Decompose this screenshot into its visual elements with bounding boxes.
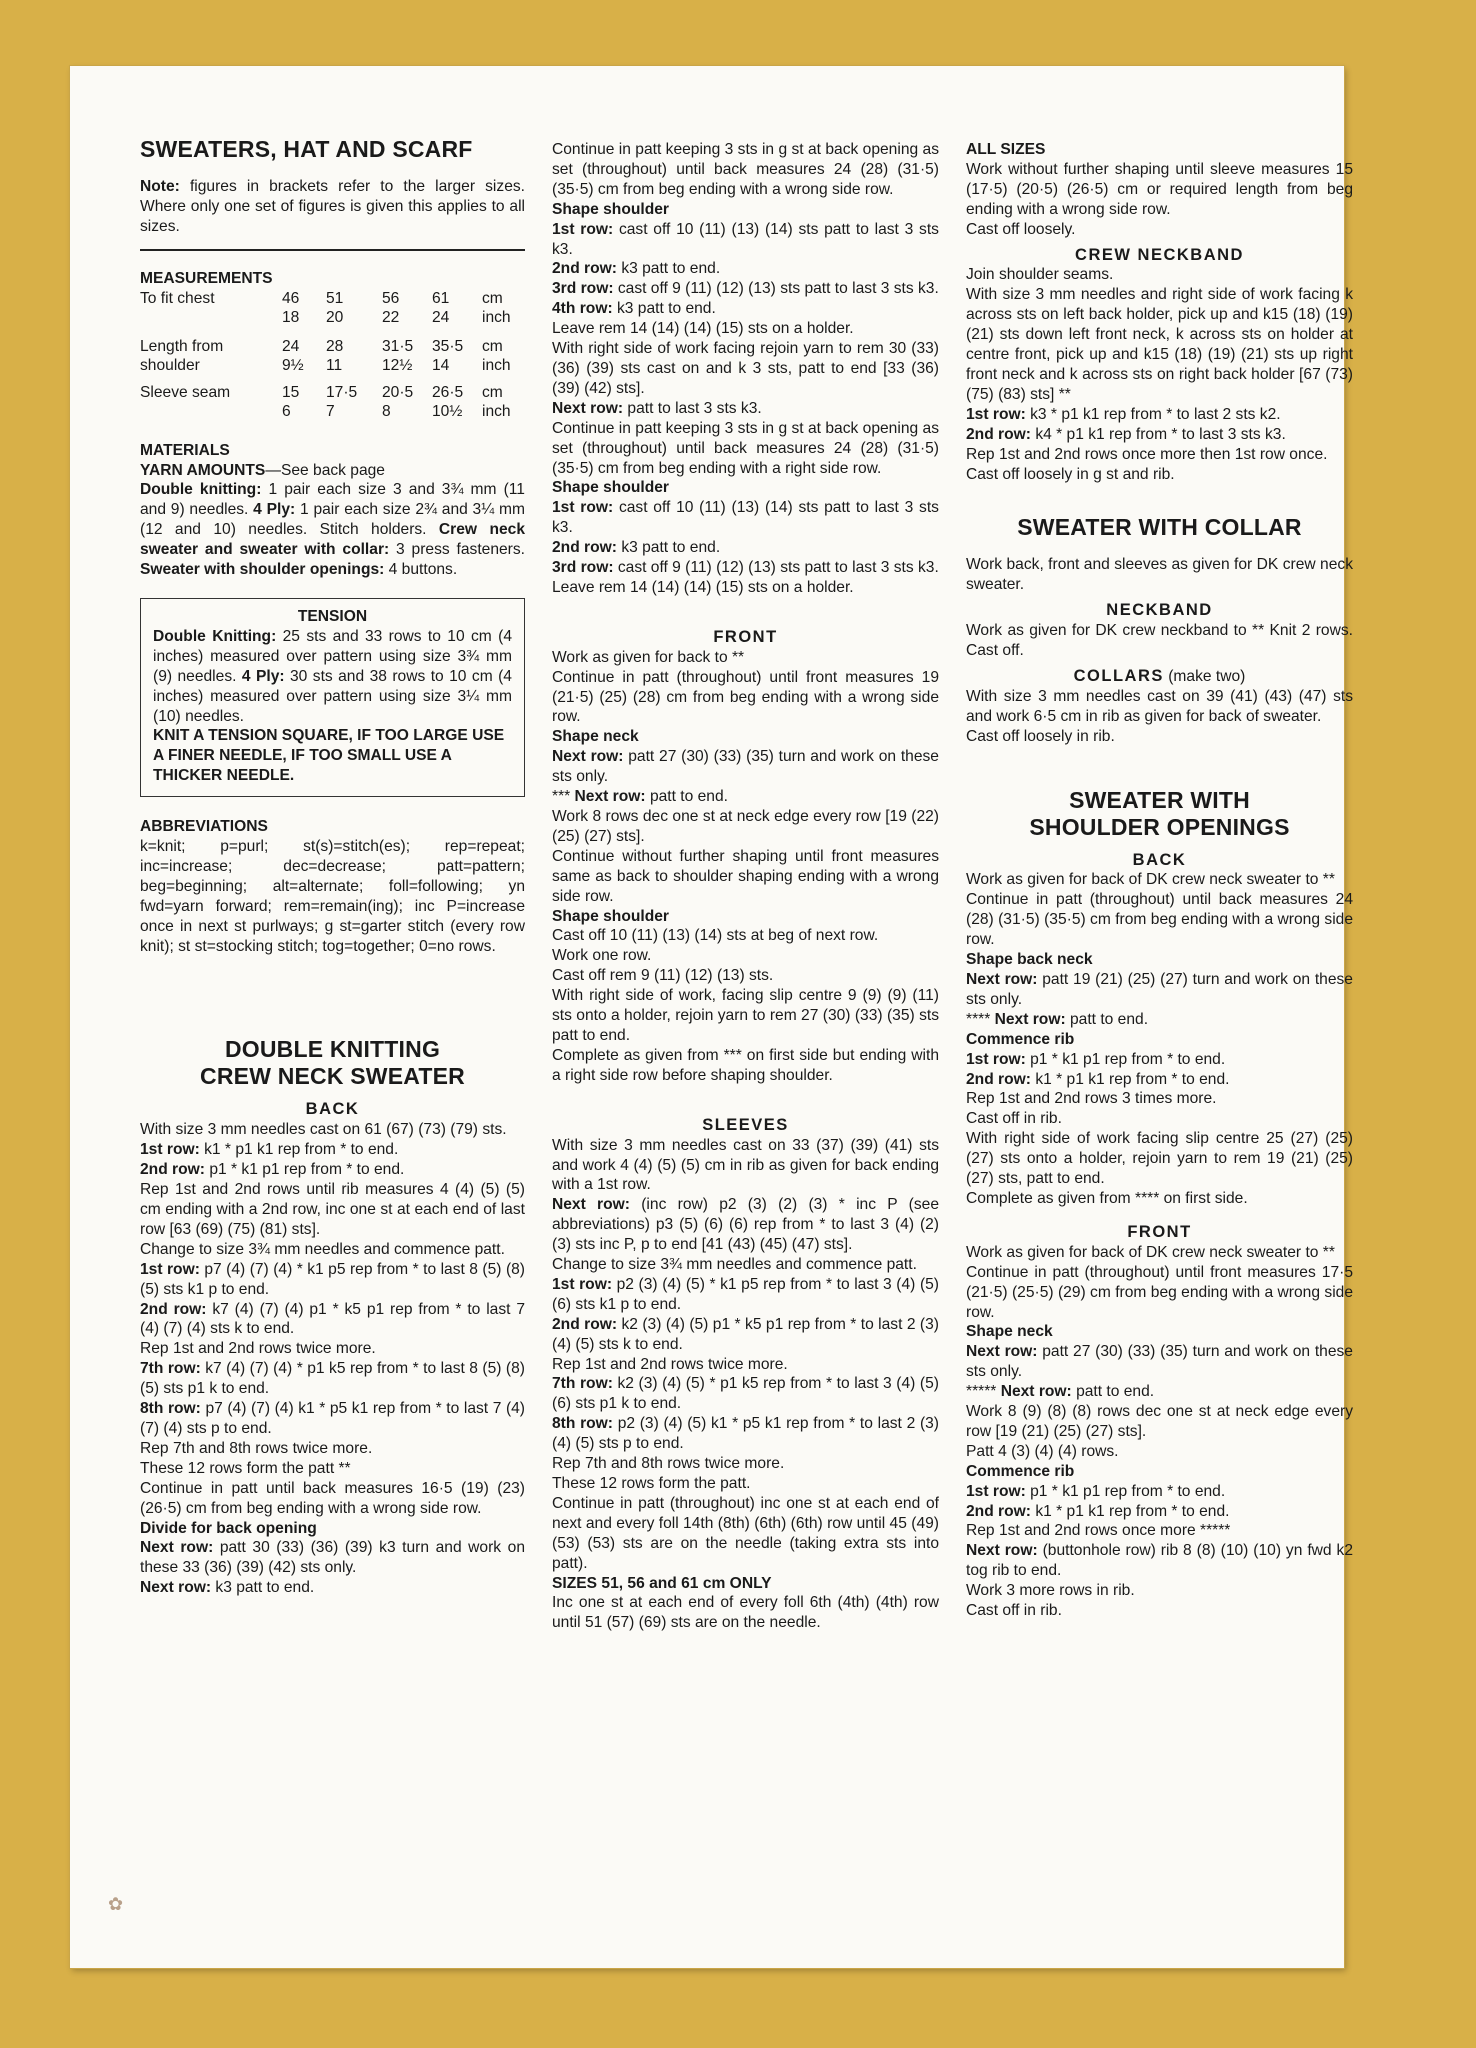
rib-row-2: 2nd row: p1 * k1 p1 rep from * to end. [140,1161,405,1179]
measurements-heading: MEASUREMENTS [140,269,273,287]
table-row: shoulder 9½ 11 12½ 14 inch [140,356,511,374]
pattern-page [70,66,1353,1968]
next-row: **** Next row: patt to end. [966,1010,1149,1028]
shoulder-openings-title-line2: SHOULDER OPENINGS [1029,813,1290,840]
patt-row-2: 2nd row: k7 (4) (7) (4) p1 * k5 p1 rep from * to last 7 (4) (7) (4) sts k to end. [140,1300,525,1338]
repeat-text: Rep 7th and 8th rows twice more. [552,1455,785,1473]
row-4: 4th row: k3 patt to end. [552,300,716,318]
rib-row-1: 1st row: k1 * p1 k1 rep from * to end. [140,1141,399,1159]
row-2: 2nd row: k3 patt to end. [552,260,721,278]
leave-text: Leave rem 14 (14) (14) (15) sts on a holder. [552,320,854,338]
work-text: Work 3 more rows in rib. [966,1582,1135,1600]
slip-text: With right side of work facing slip centre 25 (27) (25) (27) sts onto a holder, rejoin yarn to rem 19 (21) (25) (27) sts, patt to end. [966,1130,1353,1188]
repeat-text: Rep 1st and 2nd rows once more ***** [966,1522,1231,1540]
note-paragraph: Note: figures in brackets refer to the larger sizes. Where only one set of figures is given this applies to all sizes. [140,178,525,235]
dk-crew-title-line2: CREW NECK SWEATER [200,1063,465,1090]
sleeves-text: With size 3 mm needles cast on 33 (37) (39) (41) sts and work 4 (4) (5) (5) cm in rib as given for back ending with a 1st row. [552,1136,939,1194]
tension-box [140,598,525,797]
back-heading: BACK [1132,850,1187,869]
row-1: 1st row: cast off 10 (11) (13) (14) sts patt to last 3 sts k3. [552,220,939,258]
shape-back-neck-heading: Shape back neck [966,951,1093,969]
patt-text: Patt 4 (3) (4) (4) rows. [966,1442,1119,1460]
shape-shoulder-heading: Shape shoulder [552,907,669,925]
abbreviations-heading: ABBREVIATIONS [140,818,268,836]
decrease-text: Work 8 rows dec one st at neck edge every row [19 (22) (25) (27) sts]. [552,808,939,845]
tension-text: Double Knitting: 25 sts and 33 rows to 10 cm (4 inches) measured over pattern using size 3¾ mm (9) needles. 4 Ply: 30 sts and 38 rows to 10 cm (4 inches) measured over pattern using size 3¼ mm (10) needles. [153,627,512,725]
change-text: Change to size 3¾ mm needles and commence patt. [552,1256,917,1274]
shape-shoulder-heading: Shape shoulder [552,200,669,218]
pattern-note: These 12 rows form the patt. [552,1475,751,1492]
table-row: To fit chest 46 51 56 61 cm [140,289,503,307]
next-row: Next row: patt 19 (21) (25) (27) turn and work on these sts only. [966,971,1353,1008]
rejoin-text: With right side of work facing rejoin yarn to rem 30 (33) (36) (39) sts cast on and k 3 sts, patt to end [33 (36) (39) (42) sts]. [552,340,939,397]
next-row: Next row: patt 27 (30) (33) (35) turn and work on these sts only. [552,748,939,786]
neckband-heading: NECKBAND [1106,601,1213,620]
column-3 [966,140,1353,1621]
row-2: 2nd row: k2 (3) (4) (5) p1 * k5 p1 rep from * to last 2 (3) (4) (5) sts k to end. [552,1315,939,1353]
repeat-text: Rep 1st and 2nd rows 3 times more. [966,1090,1217,1108]
tension-warning: KNIT A TENSION SQUARE, IF TOO LARGE USE A FINER NEEDLE, IF TOO SMALL USE A THICKER NEEDLE. [153,727,505,785]
shape-neck-heading: Shape neck [552,728,639,746]
table-row: 6 7 8 10½ inch [282,402,511,420]
back-text: Work as given for back of DK crew neck sweater to ** [966,871,1335,889]
front-text: Work as given for back to ** [552,648,745,666]
next-row: Next row: (inc row) p2 (3) (2) (3) * inc P (see abbreviations) p3 (5) (6) (6) rep from * to last 3 (4) (2) (3) sts inc P, p to end [41 (43) (45) (47) sts]. [552,1196,939,1254]
collars-heading: COLLARS (make two) [1073,666,1246,685]
next-row: Next row: patt 30 (33) (36) (39) k3 turn and work on these 33 (36) (39) (42) sts only. [140,1539,525,1577]
column-2 [552,140,939,1633]
castoff-text: Cast off loosely. [966,220,1076,238]
patt-row-7: 7th row: k7 (4) (7) (4) * p1 k5 rep from * to last 8 (5) (8) (5) sts p1 k to end. [140,1360,525,1398]
buttonhole-row: Next row: (buttonhole row) rib 8 (8) (10) (10) yn fwd k2 tog rib to end. [966,1542,1353,1580]
repeat-text: Rep 1st and 2nd rows twice more. [140,1340,376,1358]
measurements-table [140,289,525,421]
all-sizes-text: Work without further shaping until sleeve measures 15 (17·5) (20·5) (26·5) cm or required length from beg ending with a wrong side row. [966,160,1353,218]
row-2: 2nd row: k4 * p1 k1 rep from * to last 3 sts k3. [966,425,1286,443]
row-1: 1st row: cast off 10 (11) (13) (14) sts patt to last 3 sts k3. [552,499,939,537]
row-7: 7th row: k2 (3) (4) (5) * p1 k5 rep from * to last 3 (4) (5) (6) sts p1 k to end. [552,1375,939,1413]
join-text: Join shoulder seams. [966,266,1114,284]
row-8: 8th row: p2 (3) (4) (5) k1 * p5 k1 rep from * to last 2 (3) (4) (5) sts p to end. [552,1415,940,1453]
patt-row-8: 8th row: p7 (4) (7) (4) k1 * p5 k1 rep from * to last 7 (4) (7) (4) sts p to end. [140,1400,526,1437]
row-2: 2nd row: k3 patt to end. [552,539,721,557]
next-row: Next row: patt to last 3 sts k3. [552,399,762,417]
continue-text: Continue in patt keeping 3 sts in g st at back opening as set (throughout) until back measures 24 (28) (31·5) (35·5) cm from beg ending with a wrong side row. [552,141,939,198]
collar-intro: Work back, front and sleeves as given for DK crew neck sweater. [966,556,1353,594]
pattern-note: These 12 rows form the patt ** [140,1459,351,1477]
rib-text: Rep 1st and 2nd rows until rib measures 4 (4) (5) (5) cm ending with a 2nd row, inc one st at each end of last row [63 (69) (75) (81) sts]. [140,1181,525,1238]
collars-text: With size 3 mm needles cast on 39 (41) (43) (47) sts and work 6·5 cm in rib as given for back of sweater. [966,687,1353,725]
row-2: 2nd row: k1 * p1 k1 rep from * to end. [966,1502,1230,1520]
next-row: Next row: k3 patt to end. [140,1579,315,1597]
repeat-text: Rep 7th and 8th rows twice more. [140,1439,373,1457]
row-1: 1st row: p1 * k1 p1 rep from * to end. [966,1050,1226,1068]
castoff-text: Cast off loosely in rib. [966,727,1115,745]
table-row: Length from 24 28 31·5 35·5 cm [140,337,503,355]
neckband-text: Work as given for DK crew neckband to ** Knit 2 rows. Cast off. [966,622,1353,660]
shoulder-openings-title-line1: SWEATER WITH [1069,786,1250,813]
sleeves-heading: SLEEVES [702,1115,789,1134]
sizes-text: Inc one st at each end of every foll 6th (4th) (4th) row until 51 (57) (69) sts are on the needle. [552,1594,939,1632]
front-text: Continue in patt (throughout) until front measures 17·5 (21·5) (25·5) (29) cm from beg ending with a wrong side row. [966,1263,1353,1321]
row-1: 1st row: k3 * p1 k1 rep from * to last 2 sts k2. [966,405,1281,423]
shape-neck-heading: Shape neck [966,1323,1053,1341]
repeat-text: Rep 1st and 2nd rows once more then 1st row once. [966,445,1328,463]
materials-text: YARN AMOUNTS—See back page Double knitting: 1 pair each size 3 and 3¾ mm (11 and 9) needles. 4 Ply: 1 pair each size 2¾ and 3¼ mm (12 and 10) needles. Stitch holders. Crew neck sweater and sweater with collar: 3 press fasteners. Sweater with shoulder openings: 4 buttons. [140,461,525,579]
repeat-text: Rep 1st and 2nd rows twice more. [552,1355,788,1373]
complete-text: Complete as given from **** on first side. [966,1189,1248,1207]
neckband-text: With size 3 mm needles and right side of work facing k across sts on left back holder, pick up and k15 (18) (19) (21) sts down left front neck, k across sts on holder at centre front, pick up and k15 (18) (19) (21) sts up right front neck and k across sts on right back holder [67 (73) (75) (83) sts] ** [966,286,1353,403]
continue-text: Continue in patt until back measures 16·5 (19) (23) (26·5) cm from beg ending with a wrong side row. [140,1479,525,1517]
next-row: *** Next row: patt to end. [552,788,728,806]
dk-crew-title-line1: DOUBLE KNITTING [224,1036,441,1063]
decrease-text: Work 8 (9) (8) (8) rows dec one st at neck edge every row [19 (21) (25) (27) sts]. [966,1403,1353,1440]
table-row: 18 20 22 24 inch [282,308,511,326]
sizes-heading: SIZES 51, 56 and 61 cm ONLY [552,1574,772,1592]
castoff-text: Cast off in rib. [966,1110,1062,1128]
back-heading: BACK [305,1100,360,1119]
column-1 [140,136,525,1598]
change-text: Change to size 3¾ mm needles and commence patt. [140,1240,505,1258]
all-sizes-heading: ALL SIZES [966,141,1046,158]
divider [140,249,525,251]
row-1: 1st row: p2 (3) (4) (5) * k1 p5 rep from * to last 3 (4) (5) (6) sts k1 p to end. [552,1275,939,1313]
castoff-text: Cast off in rib. [966,1602,1062,1620]
castoff-text: Cast off 10 (11) (13) (14) sts at beg of next row. [552,927,879,945]
continue-text: Continue in patt keeping 3 sts in g st at back opening as set (throughout) until back measures 24 (28) (31·5) (35·5) cm from beg ending with a right side row. [552,419,939,477]
complete-text: Complete as given from *** on first side but ending with a right side row before shaping shoulder. [552,1046,939,1084]
crew-neckband-heading: CREW NECKBAND [1075,245,1244,264]
divide-heading: Divide for back opening [140,1519,317,1537]
row-3: 3rd row: cast off 9 (11) (12) (13) sts patt to last 3 sts k3. [552,280,939,298]
commence-rib-heading: Commence rib [966,1030,1075,1048]
collar-title: SWEATER WITH COLLAR [1017,514,1302,541]
next-row: Next row: patt 27 (30) (33) (35) turn and work on these sts only. [966,1343,1353,1381]
back-text: Continue in patt (throughout) until back measures 24 (28) (31·5) (35·5) cm from beg ending with a wrong side row. [966,891,1353,949]
patt-row-1: 1st row: p7 (4) (7) (4) * k1 p5 rep from * to last 8 (5) (8) (5) sts k1 p to end. [140,1260,525,1298]
row-1: 1st row: p1 * k1 p1 rep from * to end. [966,1482,1226,1500]
front-heading: FRONT [713,627,778,646]
row-3: 3rd row: cast off 9 (11) (12) (13) sts patt to last 3 sts k3. [552,559,939,577]
continue-text: Continue without further shaping until front measures same as back to shoulder shaping ending with a wrong side row. [552,847,939,905]
leave-text: Leave rem 14 (14) (14) (15) sts on a holder. [552,578,854,596]
continue-text: Continue in patt (throughout) inc one st at each end of next and every foll 14th (8th) (6th) (6th) row until 45 (49) (53) (53) sts are on the needle (taking extra sts into patt). [552,1494,939,1572]
back-intro: With size 3 mm needles cast on 61 (67) (73) (79) sts. [140,1121,507,1139]
tension-heading: TENSION [297,607,368,625]
page-title: SWEATERS, HAT AND SCARF [140,136,473,162]
work-text: Work one row. [552,947,652,965]
front-heading: FRONT [1127,1222,1192,1241]
ink-flower-mark: ✿ [108,1894,124,1914]
castoff-text: Cast off loosely in g st and rib. [966,465,1175,483]
table-row: Sleeve seam 15 17·5 20·5 26·5 cm [140,383,503,401]
front-text: Continue in patt (throughout) until front measures 19 (21·5) (25) (28) cm from beg ending with a wrong side row. [552,668,939,726]
shape-shoulder-heading: Shape shoulder [552,479,669,497]
commence-rib-heading: Commence rib [966,1462,1075,1480]
row-2: 2nd row: k1 * p1 k1 rep from * to end. [966,1070,1230,1088]
materials-heading: MATERIALS [140,441,230,459]
abbreviations-text: k=knit; p=purl; st(s)=stitch(es); rep=repeat; inc=increase; dec=decrease; patt=pattern; beg=beginning; alt=alternate; foll=following; yn fwd=yarn forward; rem=remain(ing); inc P=increase once in next st purlways; g st=garter stitch (every row knit); st st=stocking stitch; tog=together; 0=no rows. [140,838,525,955]
next-row: ***** Next row: patt to end. [966,1383,1155,1401]
slip-text: With right side of work, facing slip centre 9 (9) (9) (11) sts onto a holder, rejoin yarn to rem 27 (30) (33) (35) sts patt to end. [552,987,939,1044]
front-text: Work as given for back of DK crew neck sweater to ** [966,1243,1335,1261]
castoff-text: Cast off rem 9 (11) (12) (13) sts. [552,967,774,985]
